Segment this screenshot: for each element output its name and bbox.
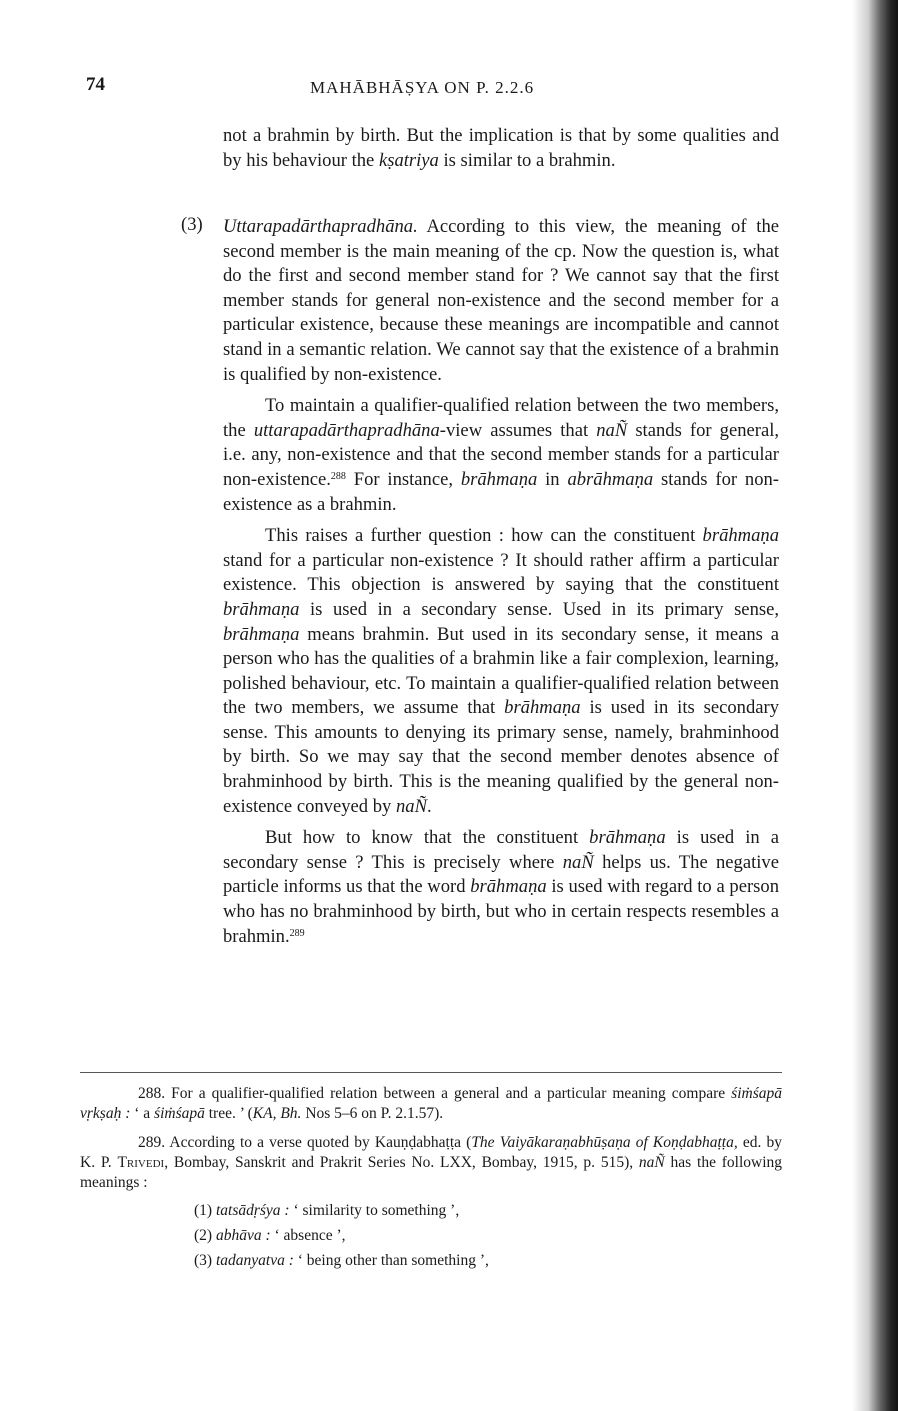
footnote-ref-289: 289 [289, 927, 305, 939]
footnote-divider [80, 1072, 782, 1073]
footnote-289-item: (2) abhāva : ‘ absence ’, [194, 1227, 346, 1244]
paragraph-continuation: not a brahmin by birth. But the implication is that by some qualities and by his behaviour the kṣatriya is similar to a brahmin. [223, 125, 779, 171]
running-head: MAHĀBHĀṢYA ON P. 2.2.6 [310, 78, 535, 97]
footnote-288: 288. For a qualifier-qualified relation between a general and a particular meaning compare śiṁśapā vṛkṣaḥ : ‘ a śiṁśapā tree. ’ (KA, Bh. Nos 5–6 on P. 2.1.57). [80, 1085, 782, 1122]
paragraph-how-to-know: But how to know that the constituent brāhmaṇa is used in a secondary sense ? This is precisely where naÑ helps us. The negative particle informs us that the word brāhmaṇa is used with regard to a person who has no brahminhood by birth, but who in certain respects resembles a brahmin.$^{289}$ [223, 827, 779, 947]
page-binding-shadow [852, 0, 898, 1411]
section-title: Uttarapadārthapradhāna. [223, 216, 418, 237]
footnote-289: 289. According to a verse quoted by Kauṇḍabhaṭṭa (The Vaiyākaraṇabhūṣaṇa of Koṇḍabhaṭṭa, ed. by K. P. Trivedi, Bombay, Sanskrit and Prakrit Series No. LXX, Bombay, 1915, p. 515), naÑ has the following meanings : [80, 1134, 783, 1191]
paragraph-qualifier-relation: To maintain a qualifier-qualified relation between the two members, the uttarapadārthapradhāna-view assumes that naÑ stands for general, i.e. any, non-existence and that the second member stands for a particular non-existence.$^{288}$ For instance, brāhmaṇa in abrāhmaṇa stands for non-existence as a brahmin. [223, 395, 780, 515]
section-number: (3) [181, 214, 203, 235]
footnote-289-item: (1) tatsādṛśya : ‘ similarity to something ’, [194, 1202, 460, 1219]
footnote-ref-288: 288 [330, 470, 346, 482]
page-number: 74 [86, 74, 105, 95]
footnote-289-item: (3) tadanyatva : ‘ being other than something ’, [194, 1252, 489, 1269]
section-3-paragraph: Uttarapadārthapradhāna. According to this view, the meaning of the second member is the main meaning of the cp. Now the question is, what do the first and second member stand for ? We cannot say that the first member stands for general non-existence and the second member for a particular existence, because these meanings are incompatible and cannot stand in a semantic relation. We cannot say that the existence of a brahmin is qualified by non-existence. To maintain a qualifier-qualified relation between the two members, the uttarapadārthapradhāna-view assumes that naÑ stands for general, i.e. any, non-existence and that the second member stands for a particular non-existence.$^{288}$ For instance, brāhmaṇa in abrāhmaṇa stands for non-existence as a brahmin. This raises a further question : how can the constituent brāhmaṇa stand for a particular non-existence ? It should rather affirm a particular existence. This objection is answered by saying that the constituent brāhmaṇa is used in a secondary sense. Used in its primary sense, brāhmaṇa means brahmin. But used in its secondary sense, it means a person who has the qualities of a brahmin like a fair complexion, learning, polished behaviour, etc. To maintain a qualifier-qualified relation between the two members, we assume that brāhmaṇa is used in its secondary sense. This amounts to denying its primary sense, namely, brahminhood by birth. So we may say that the second member denotes absence of brahminhood by birth. This is the meaning qualified by the general non-existence conveyed by naÑ. But how to know that the constituent brāhmaṇa is used in a secondary sense ? This is precisely where naÑ helps us. The negative particle informs us that the word brāhmaṇa is used with regard to a person who has no brahminhood by birth, but who in certain respects resembles a brahmin.$^{289}$ [223, 215, 779, 949]
paragraph-further-question: This raises a further question : how can the constituent brāhmaṇa stand for a particular non-existence ? It should rather affirm a particular existence. This objection is answered by saying that the constituent brāhmaṇa is used in a secondary sense. Used in its primary sense, brāhmaṇa means brahmin. But used in its secondary sense, it means a person who has the qualities of a brahmin like a fair complexion, learning, polished behaviour, etc. To maintain a qualifier-qualified relation between the two members, we assume that brāhmaṇa is used in its secondary sense. This amounts to denying its primary sense, namely, brahminhood by birth. So we may say that the second member denotes absence of brahminhood by birth. This is the meaning qualified by the general non-existence conveyed by naÑ. [223, 525, 779, 817]
